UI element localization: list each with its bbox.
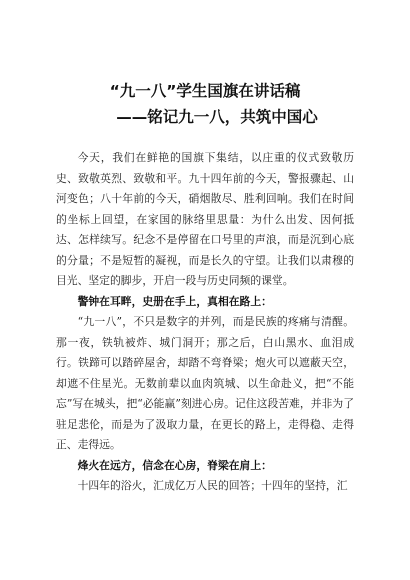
paragraph-3-text: 十四年的浴火，汇成亿万人民的回答；十四年的坚持，汇 [77, 479, 348, 492]
paragraph-1-text: 今天，我们在鲜艳的国旗下集结，以庄重的仪式致敬历史、致敬英烈、致敬和平。九十四年前的今天，警报骤起、山河变色；八十年前的今天，硝烟散尽、胜利回响。我们在时间的坐标上回望，在家国的脉络里思量：为什么出发、因何抵达、怎样续写。纪念不是停留在口号里的声浪，而是沉到心底的分量；不是短暂的凝视，而是长久的守望。让我们以肃穆的目光、坚定的脚步，开启一段与历史同频的课堂。 [56, 151, 354, 287]
paragraph-1 [56, 148, 354, 292]
document-body [56, 148, 354, 497]
paragraph-3 [56, 476, 354, 497]
paragraph-2-text: “九一八”，不只是数字的并列，而是民族的疼痛与清醒。那一夜，铁轨被炸、城门洞开；那之后，白山黑水、血泪成行。铁蹄可以踏碎屋舍，却踏不弯脊梁；炮火可以遮蔽天空，却遮不住星光。无数前辈以血肉筑城、以生命赴义，把“不能忘”写在城头，把“必能赢”刻进心房。记住这段苦难，并非为了驻足悲伦，而是为了汲取力量，在更长的路上，走得稳、走得正、走得远。 [56, 315, 354, 451]
document-subtitle: ——铭记九一八，共筑中国心 [116, 108, 318, 126]
section-heading-2: 烽火在远方，信念在心房，脊梁在肩上： [77, 458, 272, 472]
paragraph-2 [56, 312, 354, 456]
document-title: “九一八”学生国旗在讲话稿 [109, 82, 301, 100]
section-heading-1: 警钟在耳畔，史册在手上，真相在路上： [77, 294, 272, 308]
